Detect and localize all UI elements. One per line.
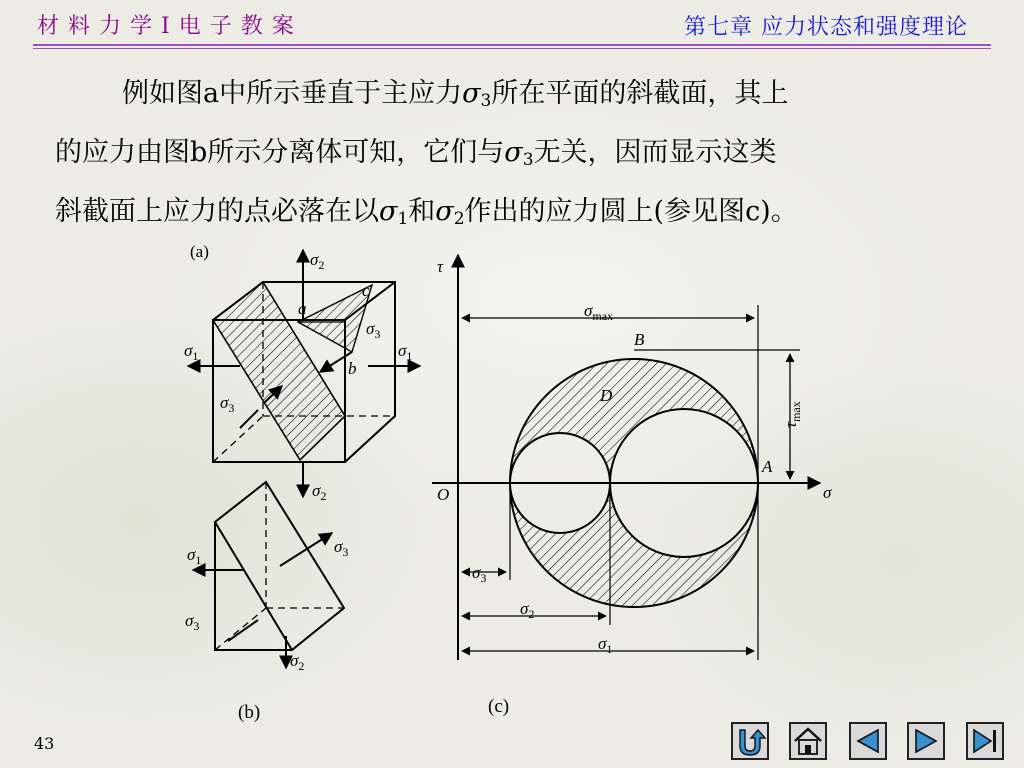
text-run: 例如图a中所示垂直于主应力 <box>122 78 463 109</box>
point-a-label: a <box>298 299 307 318</box>
last-icon <box>968 724 1002 758</box>
subscript: 3 <box>480 91 492 111</box>
svg-text:τmax: $\tau_{max}$ <box>781 401 803 428</box>
subscript: 3 <box>522 150 534 170</box>
sigma-3-label: $\sigma_3$ <box>366 319 381 341</box>
sigma-3-inner-label: $\sigma_3$ <box>220 393 235 415</box>
sigma-symbol: σ <box>504 137 523 168</box>
sigma-max-label: $\sigma_{max}$ <box>584 301 614 323</box>
sigma-2-wedge-label: $\sigma_2$ <box>290 651 305 673</box>
sigma-1-dim-label: $\sigma_1$ <box>598 634 613 656</box>
point-D-label: D <box>600 386 613 405</box>
figure-b-wedge <box>193 482 344 668</box>
subscript: 2 <box>453 209 465 229</box>
figure-a-cube <box>188 250 420 497</box>
text-run: 无关，因而显示这类 <box>533 137 777 168</box>
tau-max-label <box>781 401 803 428</box>
point-B-label: B <box>634 330 645 349</box>
previous-icon <box>851 724 885 758</box>
sigma-2-dim-label: $\sigma_2$ <box>520 599 535 621</box>
sigma-3-wedge-bottom-label: $\sigma_3$ <box>185 611 200 633</box>
text-run: 作出的应力圆上(参见图c)。 <box>464 196 798 227</box>
chapter-title: 第七章 应力状态和强度理论 <box>684 15 968 40</box>
home-button[interactable] <box>789 722 827 760</box>
tau-axis-label: τ <box>437 257 444 276</box>
sigma-axis-label: σ <box>823 483 832 502</box>
previous-button[interactable] <box>849 722 887 760</box>
sigma-symbol: σ <box>462 78 481 109</box>
sigma-symbol: σ <box>435 196 454 227</box>
sigma-2-label: $\sigma_2$ <box>310 250 325 272</box>
course-title: 材料力学Ⅰ电子教案 <box>37 14 303 39</box>
point-b-label: b <box>348 359 357 378</box>
last-button[interactable] <box>966 722 1004 760</box>
figure-b-label: (b) <box>238 702 261 723</box>
return-button[interactable] <box>731 722 769 760</box>
sigma-1-right-label: $\sigma_1$ <box>398 341 413 363</box>
sigma-symbol: σ <box>379 196 398 227</box>
origin-label: O <box>437 485 450 504</box>
sigma-2-bottom-label: $\sigma_2$ <box>312 481 327 503</box>
page-number: 43 <box>34 734 55 753</box>
subscript: 1 <box>397 209 409 229</box>
text-run: 斜截面上应力的点必落在以 <box>55 196 379 227</box>
next-icon <box>909 724 943 758</box>
sigma-3-dim-label: $\sigma_3$ <box>472 563 487 585</box>
figure-c-label: (c) <box>488 696 510 717</box>
next-button[interactable] <box>907 722 945 760</box>
point-A-label: A <box>762 457 773 476</box>
sigma-1-wedge-label: $\sigma_1$ <box>187 545 202 567</box>
figure-a-label: (a) <box>190 242 209 261</box>
text-run: 的应力由图b所示分离体可知，它们与 <box>55 137 505 168</box>
return-icon <box>733 724 767 758</box>
home-icon <box>791 724 825 758</box>
sigma-1-left-label: $\sigma_1$ <box>184 341 199 363</box>
text-run: 所在平面的斜截面，其上 <box>491 78 789 109</box>
point-c-label: c <box>362 281 370 300</box>
text-run: 和 <box>408 196 436 227</box>
shaded-wedge <box>298 285 372 352</box>
sigma-3-wedge-label: $\sigma_3$ <box>334 537 349 559</box>
